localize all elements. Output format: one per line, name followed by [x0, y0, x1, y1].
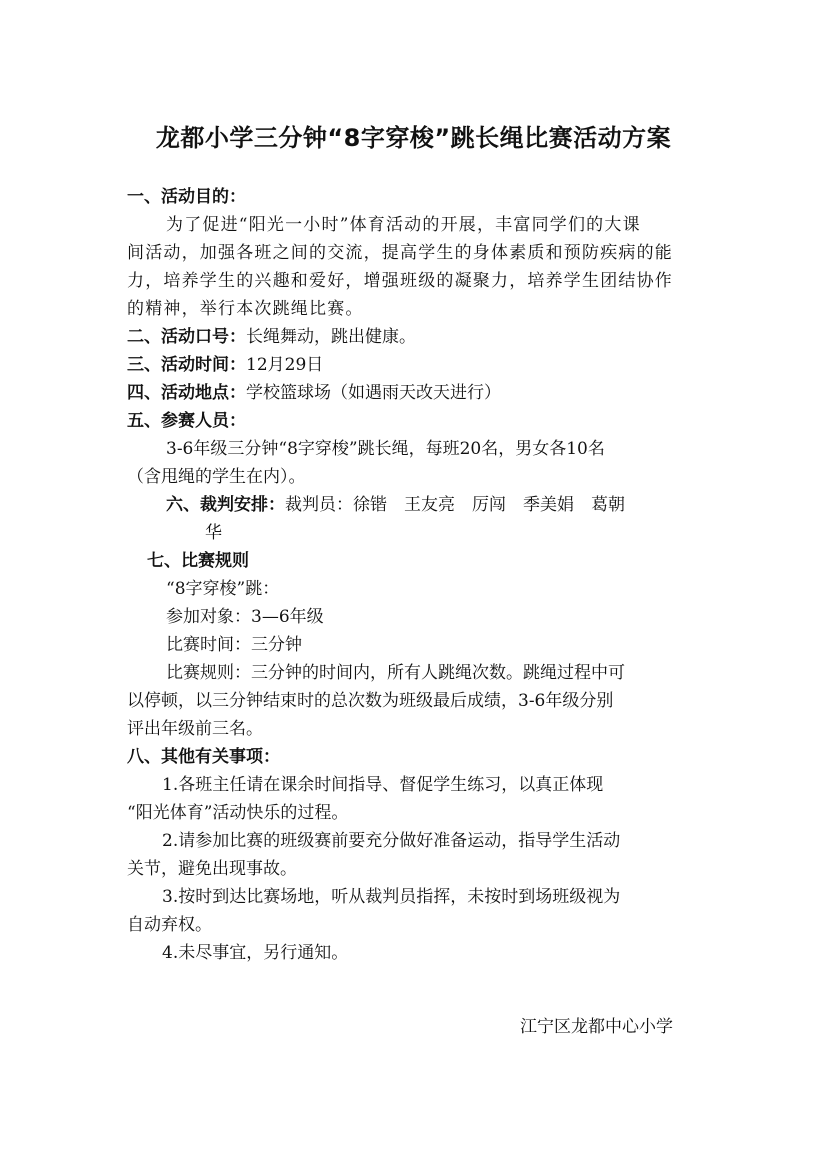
- referee-text: 裁判员：徐锴 王友亮 厉闯 季美娟 葛朝: [285, 495, 625, 515]
- rules-line-6: 评出年级前三名。: [127, 719, 263, 739]
- participants-line-2: （含甩绳的学生在内）。: [127, 467, 306, 487]
- section-heading-purpose: 一、活动目的：: [127, 187, 246, 207]
- rules-line-2: 参加对象：3—6年级: [166, 607, 324, 627]
- slogan-row: [127, 326, 416, 348]
- section-heading-other: 八、其他有关事项：: [127, 747, 280, 767]
- other-item-2-line-1: 2.请参加比赛的班级赛前要充分做好准备运动，指导学生活动: [162, 831, 621, 851]
- section-heading-rules: 七、比赛规则: [147, 551, 249, 571]
- section-heading-slogan: 二、活动口号：: [127, 327, 246, 347]
- time-text: 12月29日: [246, 355, 324, 375]
- referee-row: [166, 494, 625, 516]
- participants-line-1: 3-6年级三分钟“8字穿梭”跳长绳，每班20名，男女各10名: [166, 439, 605, 459]
- slogan-text: 长绳舞动，跳出健康。: [246, 327, 416, 347]
- purpose-line-3: 力，培养学生的兴趣和爱好，增强班级的凝聚力，培养学生团结协作: [127, 271, 673, 291]
- section-heading-participants: 五、参赛人员：: [127, 411, 246, 431]
- referee-line-cont: 华: [205, 523, 222, 543]
- location-text: 学校篮球场（如遇雨天改天进行）: [246, 383, 501, 403]
- section-heading-location: 四、活动地点：: [127, 383, 246, 403]
- other-item-3-line-2: 自动弃权。: [127, 915, 212, 935]
- section-heading-referees: 六、裁判安排：: [166, 495, 285, 515]
- other-item-2-line-2: 关节，避免出现事故。: [127, 859, 297, 879]
- section-heading-time: 三、活动时间：: [127, 355, 246, 375]
- signature: 江宁区龙都中心小学: [520, 1017, 673, 1037]
- other-item-1-line-2: “阳光体育”活动快乐的过程。: [127, 803, 349, 823]
- purpose-line-1: 为了促进“阳光一小时”体育活动的开展，丰富同学们的大课: [166, 215, 641, 235]
- rules-line-4: 比赛规则：三分钟的时间内，所有人跳绳次数。跳绳过程中可: [166, 663, 625, 683]
- rules-line-5: 以停顿，以三分钟结束时的总次数为班级最后成绩，3-6年级分别: [127, 691, 614, 711]
- rules-line-1: “8字穿梭”跳：: [166, 579, 280, 599]
- other-item-4: 4.未尽事宜，另行通知。: [162, 943, 349, 963]
- document-title: 龙都小学三分钟“8字穿梭”跳长绳比赛活动方案: [155, 124, 672, 152]
- purpose-line-4: 的精神，举行本次跳绳比赛。: [127, 299, 364, 319]
- rules-line-3: 比赛时间：三分钟: [166, 635, 302, 655]
- location-row: [127, 382, 501, 404]
- other-item-3-line-1: 3.按时到达比赛场地，听从裁判员指挥，未按时到场班级视为: [162, 887, 621, 907]
- other-item-1-line-1: 1.各班主任请在课余时间指导、督促学生练习，以真正体现: [162, 775, 604, 795]
- time-row: [127, 354, 323, 376]
- purpose-line-2: 间活动，加强各班之间的交流，提高学生的身体素质和预防疾病的能: [127, 243, 673, 263]
